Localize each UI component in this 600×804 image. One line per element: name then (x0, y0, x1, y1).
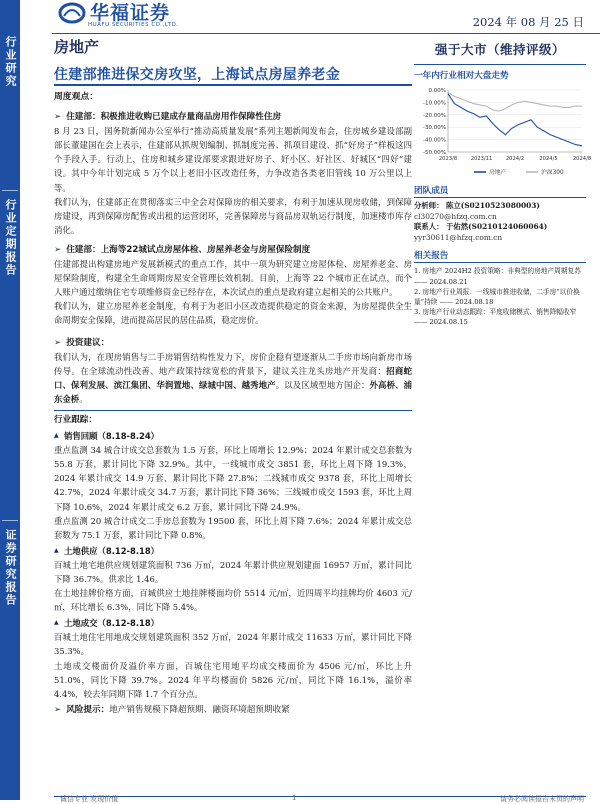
related-reports-list (414, 266, 586, 327)
side-divider (2, 520, 18, 521)
paragraph: 百城土地宅地供应规划建筑面积 736 万㎡，2024 年累计供应规划建面 16957 万㎡，累计同比下降 36.7%。供求比 1.46。 (54, 559, 412, 584)
x-tick-label: 2024/5 (539, 156, 558, 162)
analyst-block (414, 201, 586, 243)
footer-slogan: 诚信专业 发现价值 (60, 795, 119, 803)
paragraph: 重点监测 34 城合计成交总套数为 1.5 万套，环比上周增长 12.9%；2024 年累计成交总套数为 55.8 万套，累计同比下降 32.9%。其中，一线城市成交 3851 套，环比上周下降 19.3%，2024 年累计成交 14.9 万套，累计同比下降 27.8%；二线城市成交 9378 套，环比上周增长 42.7%，2024 年累计成交 34.7 万套，累计同比下降 36%；三线城市成交 1593 套，环比上周下降 10.6%，2024 年累计成交 6.2 万套，累计同比下降 24.9%。 (54, 445, 412, 512)
contact-role: 联系人： (414, 222, 444, 232)
section-divider (54, 410, 412, 411)
weekly-view-label: 周度观点： (54, 92, 98, 102)
paragraph: 在土地挂牌价格方面，百城供应土地挂牌楼面均价 5514 元/㎡，近四周平均挂牌均价 4603 元/㎡，环比增长 6.3%，同比下降 5.4%。 (54, 588, 412, 613)
main-column (54, 90, 412, 717)
chart-svg (414, 84, 592, 182)
side-label-industry-research: 行业研究 (4, 36, 17, 88)
land-deal-heading: ▲ 土地成交（8.12-8.18） (54, 616, 412, 630)
huafu-logo-icon (58, 2, 86, 24)
x-tick-label: 2024/2 (505, 156, 525, 162)
paragraph: 8 月 23 日，国务院新闻办公室举行“推动高质量发展”系列主题新闻发布会，住房城乡建设部副部长董建国在会上表示，住建部从抓规划编制、抓制度完善、抓项目建设、抓“好房子”样板这四个手段入手。行动上，住房和城乡建设部要求跟进好房子、好小区、好社区、好城区“四好”建设。其中今年计划完成 5 万个以上老旧小区改造任务，力争改造各类老旧管线 10 万公里以上等。 (54, 126, 412, 193)
industry-tracking-label: 行业跟踪： (54, 414, 97, 425)
analyst-name: 陈立(S0210523080003) (445, 201, 540, 210)
paragraph: 重点监测 20 城合计成交二手房总套数为 19500 套，环比上周下降 7.6%；2024 年累计成交总套数为 75.1 万套，累计同比下降 0.8%。 (54, 515, 412, 540)
x-tick-label: 2023/11 (470, 156, 493, 162)
chart-title: 一年内行业相对大盘走势 (414, 71, 509, 81)
legend-label: 房地产 (489, 170, 507, 176)
legend-label: 沪深300 (541, 170, 564, 176)
recommended-local-soes: 外高桥、浦东金桥 (54, 379, 413, 404)
analyst-role: 分析师： (414, 201, 444, 210)
paragraph: 我们认为，在现房销售与二手房销售结构性发力下，房价企稳有望逐渐从二手房市场向新房市场传导。在全球流动性改善、地产政策持续宽松的背景下，建议关注龙头房地产开发商：招商蛇口、保利发展、滨江集团、华润置地、绿城中国、越秀地产。以及区域型地方国企：外高桥、浦东金桥。 (54, 351, 413, 404)
related-report-item[interactable]: 3. 房地产行业动态跟踪：平度收储模式、销售降幅收窄 —— 2024.08.15 (414, 308, 577, 327)
related-report-item[interactable]: 1. 房地产 2024H2 投资策略：非典型的房地产周期复苏 —— 2024.08.21 (414, 267, 581, 286)
footer-disclaimer: 请务必阅读报告末页的声明 (500, 795, 584, 803)
section-heading: ➢ 住建部：积极推进收购已建成存量商品房用作保障性住房 (54, 112, 282, 123)
y-tick-label: 0.00% (428, 88, 446, 94)
paragraph: 住建部提出构建房地产发展新模式的重点工作，其中一项为研究建立房屋体检、房屋养老金、房屋保险制度，构建全生命周期房屋安全管理长效机制。目前，上海等 22 个城市正在试点，而个人账户通过缴纳住宅专项维修资金已经存在，本次试点的重点是政府建立起相关的公共账户。 (54, 259, 412, 298)
title-divider (54, 84, 412, 86)
side-label-securities-research: 证券研究报告 (4, 529, 17, 607)
contact-email[interactable]: yyr30611@hfzq.com.cn (414, 232, 503, 242)
paragraph: 百城土地住宅用地成交规划建筑面积 352 万㎡，2024 年累计成交 11633 万㎡，累计同比下降 35.3%。 (54, 632, 412, 657)
y-tick-label: -30.00% (423, 125, 446, 132)
page-header (0, 0, 600, 34)
contact-name: 于佑然(S0210124060064) (445, 222, 548, 232)
logo-text: 华福证券 (90, 2, 171, 24)
section-heading: ➢ 投资建议： (54, 337, 110, 348)
sales-review-heading: ▲ 销售回顾（8.18-8.24） (54, 429, 412, 443)
report-date: 2024 年 08 月 25 日 (472, 15, 584, 29)
y-tick-label: -10.00% (423, 100, 446, 107)
industry-rating: 强于大市（维持评级） (434, 42, 565, 57)
side-strip (0, 0, 20, 800)
side-divider (2, 190, 18, 191)
land-supply-heading: ▲ 土地供应（8.12-8.18） (54, 544, 412, 558)
y-tick-label: -40.00% (423, 137, 446, 144)
paragraph: 土地成交楼面价及溢价率方面，百城住宅用地平均成交楼面价为 4506 元/㎡，环比上升 51.0%，同比下降 39.7%。2024 年平均楼面价 5826 元/㎡，同比下降 16.1%，溢价率 4.4%，较去年同期下降 1.7 个百分点。 (54, 660, 412, 699)
recommended-stocks: 招商蛇口、保利发展、滨江集团、华润置地、绿城中国、越秀地产 (54, 365, 412, 390)
x-tick-label: 2023/8 (438, 156, 458, 162)
report-headline: 住建部推进保交房攻坚，上海试点房屋养老金 (54, 67, 340, 83)
arrow-right-icon: ➢ (54, 704, 62, 715)
analyst-email[interactable]: cl30270@hfzq.com.cn (414, 211, 497, 221)
side-label-periodic-report: 行业定期报告 (4, 199, 17, 277)
paragraph: 我们认为，建立房屋养老金制度，有利于为老旧小区改造提供稳定的资金来源，为房屋提供全生命周期安全保障，进而提高居民的居住品质，稳定房价。 (54, 301, 412, 326)
team-heading: 团队成员 (414, 184, 586, 198)
related-report-item[interactable]: 2. 房地产行业周报：一线城市推进收储，二手房“以价换量”持续 —— 2024.08.18 (414, 287, 580, 306)
relative-performance-chart (414, 84, 592, 182)
page-number: 1 (292, 794, 297, 802)
arrow-right-icon: ➢ (54, 244, 62, 255)
logo-subtext: HUAFU SECURITIES CO.,LTD. (88, 22, 179, 28)
arrow-right-icon: ➢ (54, 337, 62, 348)
risk-warning: ➢ 风险提示：地产销售规模下降超预期、融资环境超预期收紧 (54, 704, 290, 715)
y-tick-label: -50.00% (423, 150, 446, 156)
series-line-1 (448, 93, 582, 112)
industry-name: 房地产 (54, 38, 100, 56)
section-heading: ➢ 住建部：上海等22城试点房屋体检、房屋养老金与房屋保险制度 (54, 244, 311, 255)
paragraph: 我们认为，住建部正在贯彻落实三中全会对保障房的相关要求，有利于加速从现房收储，到保障房建设，再到保障房配售或出租的运营闭环，完善保障房与商品房双轨运行制度，加速楼市库存消化。 (54, 196, 412, 235)
y-tick-label: -20.00% (423, 112, 446, 119)
sidebar-column (414, 34, 592, 328)
related-reports-heading: 相关报告 (414, 249, 586, 263)
x-tick-label: 2024/8 (572, 156, 592, 162)
rating-divider (414, 64, 586, 65)
arrow-right-icon: ➢ (54, 112, 62, 123)
title-area (54, 34, 412, 84)
